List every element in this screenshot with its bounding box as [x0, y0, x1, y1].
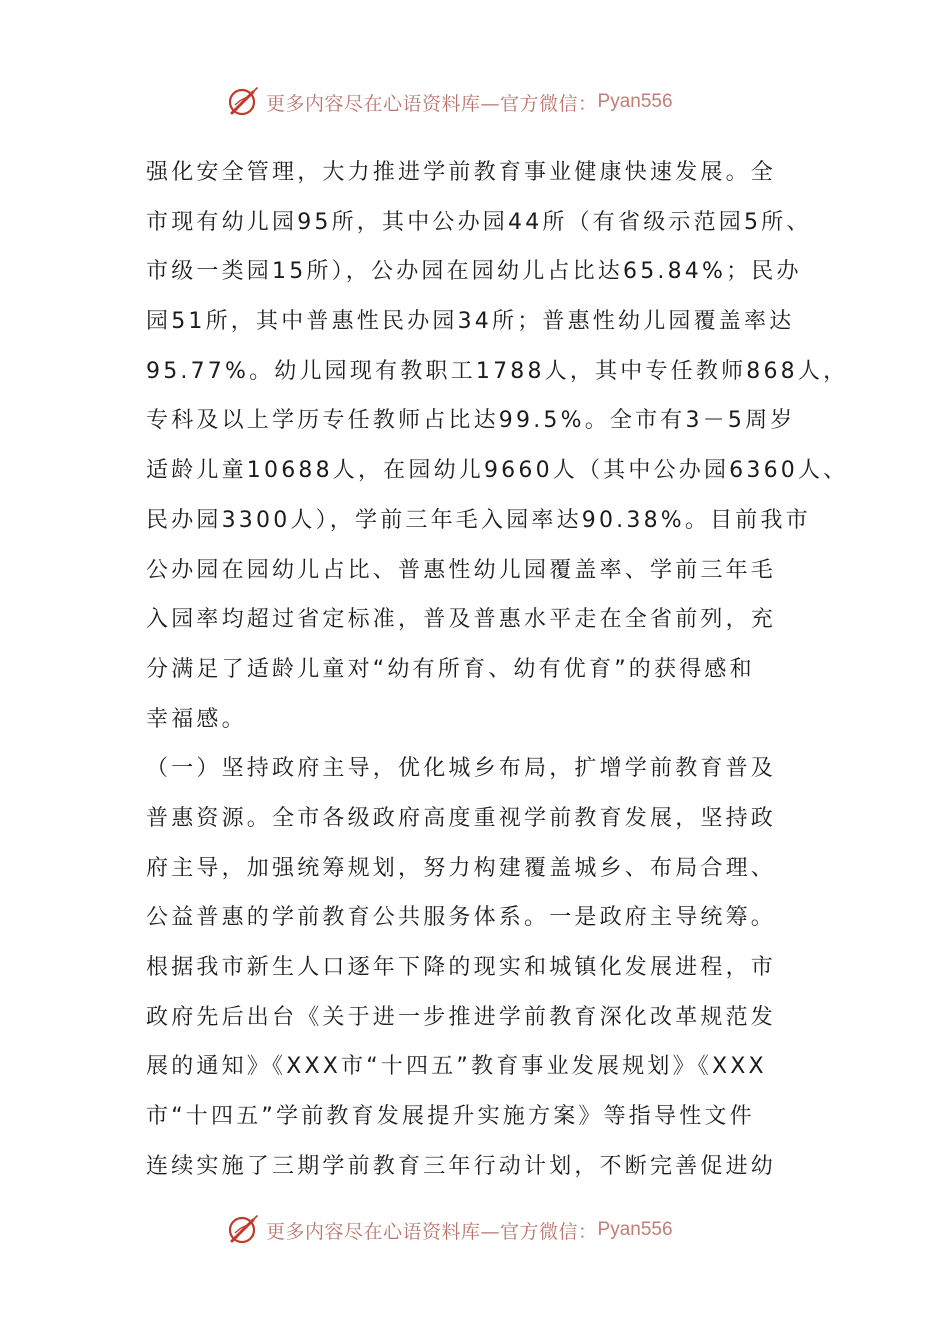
- header-brand-text: 更多内容尽在心语资料库—官方微信：: [266, 92, 598, 115]
- body-text-line: 强化安全管理，大力推进学前教育事业健康快速发展。全: [146, 160, 777, 185]
- body-text-line: 公办园在园幼儿占比、普惠性幼儿园覆盖率、学前三年毛: [146, 557, 777, 583]
- body-text-line: 公益普惠的学前教育公共服务体系。一是政府主导统筹。: [146, 905, 777, 931]
- pen-logo-icon: [226, 85, 260, 119]
- body-text-line: 民办园3300人），学前三年毛入园率达90.38%。目前我市: [146, 507, 811, 533]
- header-banner: [226, 82, 673, 122]
- body-text-line: 连续实施了三期学前教育三年行动计划，不断完善促进幼: [146, 1153, 777, 1179]
- pen-logo-icon: [226, 1213, 260, 1247]
- body-text-line: 市级一类园15所），公办园在园幼儿占比达65.84%；民办: [146, 259, 802, 285]
- body-text-line: 府主导，加强统筹规划，努力构建覆盖城乡、布局合理、: [146, 855, 777, 881]
- document-body: [146, 148, 849, 1191]
- body-text-line: 分满足了适龄儿童对“幼有所育、幼有优育”的获得感和: [146, 656, 755, 682]
- footer-wechat-id: Pyan556: [597, 1219, 673, 1240]
- body-text-line: 展的通知》《XXX市“十四五”教育事业发展规划》《XXX: [146, 1054, 767, 1080]
- body-text-line: 园51所，其中普惠性民办园34所；普惠性幼儿园覆盖率达: [146, 309, 795, 335]
- body-text-line: （一）坚持政府主导，优化城乡布局，扩增学前教育普及: [146, 756, 777, 782]
- body-text-line: 普惠资源。全市各级政府高度重视学前教育发展，坚持政: [146, 805, 777, 831]
- footer-banner: [226, 1210, 673, 1250]
- body-text-line: 95.77%。幼儿园现有教职工1788人，其中专任教师868人，: [146, 358, 849, 384]
- body-text-line: 幸福感。: [146, 706, 247, 732]
- body-text-line: 市“十四五”学前教育发展提升实施方案》等指导性文件: [146, 1104, 755, 1130]
- body-text-line: 专科及以上学历专任教师占比达99.5%。全市有3－5周岁: [146, 408, 796, 434]
- body-text-line: 适龄儿童10688人，在园幼儿9660人（其中公办园6360人、: [146, 458, 849, 484]
- header-wechat-id: Pyan556: [597, 91, 673, 112]
- body-text-line: 入园率均超过省定标准，普及普惠水平走在全省前列，充: [146, 607, 777, 633]
- body-text-line: 市现有幼儿园95所，其中公办园44所（有省级示范园5所、: [146, 209, 812, 235]
- body-text-line: 政府先后出台《关于进一步推进学前教育深化改革规范发: [146, 1004, 777, 1030]
- body-text-line: 根据我市新生人口逐年下降的现实和城镇化发展进程，市: [146, 955, 777, 980]
- footer-brand-text: 更多内容尽在心语资料库—官方微信：: [266, 1220, 598, 1243]
